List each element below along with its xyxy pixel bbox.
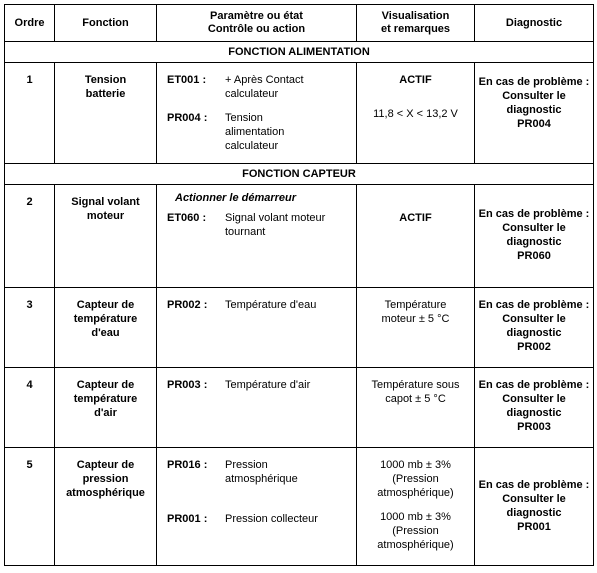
action-text: Actionner le démarreur (175, 192, 297, 204)
vis-line: atmosphérique) (377, 539, 454, 551)
function-line: Capteur de (76, 299, 135, 311)
diag-line: Consulter le (502, 222, 566, 234)
row-function (55, 448, 157, 566)
parameter-line (167, 73, 352, 101)
parameter-code: PR016 : (167, 459, 208, 471)
diag-line: diagnostic (506, 507, 562, 519)
row-parameters (157, 63, 357, 164)
desc-line: + Après Contact (225, 74, 304, 86)
table-row (5, 185, 594, 288)
function-line: moteur (86, 210, 125, 222)
vis-line: atmosphérique) (377, 487, 454, 499)
row-function (55, 368, 157, 448)
diag-line: En cas de problème : (478, 479, 590, 491)
vis-line: ACTIF (399, 212, 432, 224)
diag-line: PR001 (517, 521, 551, 533)
section-title: FONCTION ALIMENTATION (5, 42, 594, 63)
section-alimentation (5, 42, 594, 63)
desc-line: Tension (225, 112, 263, 124)
section-capteur (5, 164, 594, 185)
row-diagnostic (475, 185, 594, 288)
header-diagnostic: Diagnostic (475, 5, 594, 42)
row-visualisation (357, 368, 475, 448)
row-number: 2 (5, 185, 55, 288)
diag-line: PR003 (517, 421, 551, 433)
parameter-line (167, 111, 352, 153)
diag-line: PR002 (517, 341, 551, 353)
function-line: température (73, 393, 138, 405)
header-param-line2: Contrôle ou action (207, 23, 306, 35)
row-diagnostic (475, 63, 594, 164)
function-line: température (73, 313, 138, 325)
function-line: d'eau (91, 327, 120, 339)
parameter-line (167, 512, 352, 526)
parameter-desc (225, 458, 352, 486)
function-line: Signal volant (71, 196, 140, 208)
vis-line: 1000 mb ± 3% (380, 459, 451, 471)
vis-line: (Pression (392, 525, 439, 537)
row-function (55, 63, 157, 164)
diag-line: En cas de problème : (478, 76, 590, 88)
row-number: 5 (5, 448, 55, 566)
diag-line: Consulter le (502, 313, 566, 325)
diag-line: diagnostic (506, 327, 562, 339)
parameter-desc: Température d'air (225, 379, 311, 391)
diag-line: diagnostic (506, 236, 562, 248)
table-row (5, 63, 594, 164)
parameter-line (167, 458, 352, 486)
vis-line: (Pression (392, 473, 439, 485)
function-line: batterie (85, 88, 126, 100)
parameter-line (167, 378, 352, 392)
function-line: Capteur de (76, 459, 135, 471)
row-function (55, 288, 157, 368)
vis-line: moteur ± 5 °C (381, 313, 450, 325)
header-param-line1: Paramètre ou état (210, 10, 303, 22)
diag-line: diagnostic (506, 104, 562, 116)
vis-line: ACTIF (399, 74, 432, 86)
vis-line: Température (384, 299, 447, 311)
row-diagnostic (475, 288, 594, 368)
header-parametre (157, 5, 357, 42)
diag-line: PR004 (517, 118, 551, 130)
section-title: FONCTION CAPTEUR (5, 164, 594, 185)
row-visualisation (357, 185, 475, 288)
function-line: d'air (94, 407, 117, 419)
header-row (5, 5, 594, 42)
vis-line: 1000 mb ± 3% (380, 511, 451, 523)
header-vis-line1: Visualisation (381, 10, 450, 22)
row-parameters (157, 448, 357, 566)
parameter-line (167, 298, 352, 312)
vis-line: 11,8 < X < 13,2 V (373, 108, 458, 120)
diag-line: Consulter le (502, 90, 566, 102)
diag-line: En cas de problème : (478, 379, 590, 391)
parameter-code: ET060 : (167, 212, 207, 224)
header-ordre: Ordre (5, 5, 55, 42)
parameter-code: PR003 : (167, 379, 208, 391)
diag-line: En cas de problème : (478, 208, 590, 220)
desc-line: atmosphérique (225, 473, 298, 485)
parameter-code: PR004 : (167, 112, 208, 124)
parameter-desc (225, 73, 352, 101)
row-parameters (157, 185, 357, 288)
function-line: atmosphérique (66, 487, 145, 499)
diag-line: Consulter le (502, 493, 566, 505)
row-visualisation (357, 448, 475, 566)
diag-line: diagnostic (506, 407, 562, 419)
row-function (55, 185, 157, 288)
desc-line: Pression (225, 459, 268, 471)
parameter-code: PR002 : (167, 299, 208, 311)
row-number: 4 (5, 368, 55, 448)
table-row (5, 448, 594, 566)
function-line: Capteur de (76, 379, 135, 391)
desc-line: calculateur (225, 88, 279, 100)
parameter-desc (225, 111, 352, 153)
row-number: 1 (5, 63, 55, 164)
table-row (5, 368, 594, 448)
row-parameters (157, 368, 357, 448)
row-diagnostic (475, 368, 594, 448)
parameter-desc: Pression collecteur (225, 513, 318, 525)
diag-line: PR060 (517, 250, 551, 262)
function-line: Tension (84, 74, 127, 86)
row-visualisation (357, 63, 475, 164)
row-number: 3 (5, 288, 55, 368)
parameter-desc: Température d'eau (225, 299, 317, 311)
header-visualisation (357, 5, 475, 42)
desc-line: alimentation (225, 126, 285, 138)
table-row (5, 288, 594, 368)
parameter-desc (225, 211, 352, 239)
desc-line: Signal volant moteur (225, 212, 326, 224)
vis-line: capot ± 5 °C (385, 393, 446, 405)
header-fonction: Fonction (55, 5, 157, 42)
desc-line: calculateur (225, 140, 279, 152)
vis-line: Température sous (371, 379, 460, 391)
diag-line: Consulter le (502, 393, 566, 405)
row-visualisation (357, 288, 475, 368)
parameter-code: ET001 : (167, 74, 207, 86)
diag-line: En cas de problème : (478, 299, 590, 311)
row-parameters (157, 288, 357, 368)
desc-line: tournant (225, 226, 266, 238)
parameter-code: PR001 : (167, 513, 208, 525)
header-vis-line2: et remarques (380, 23, 451, 35)
function-line: pression (82, 473, 129, 485)
parameter-line (167, 211, 352, 239)
row-diagnostic (475, 448, 594, 566)
diagnostic-table (4, 4, 594, 566)
